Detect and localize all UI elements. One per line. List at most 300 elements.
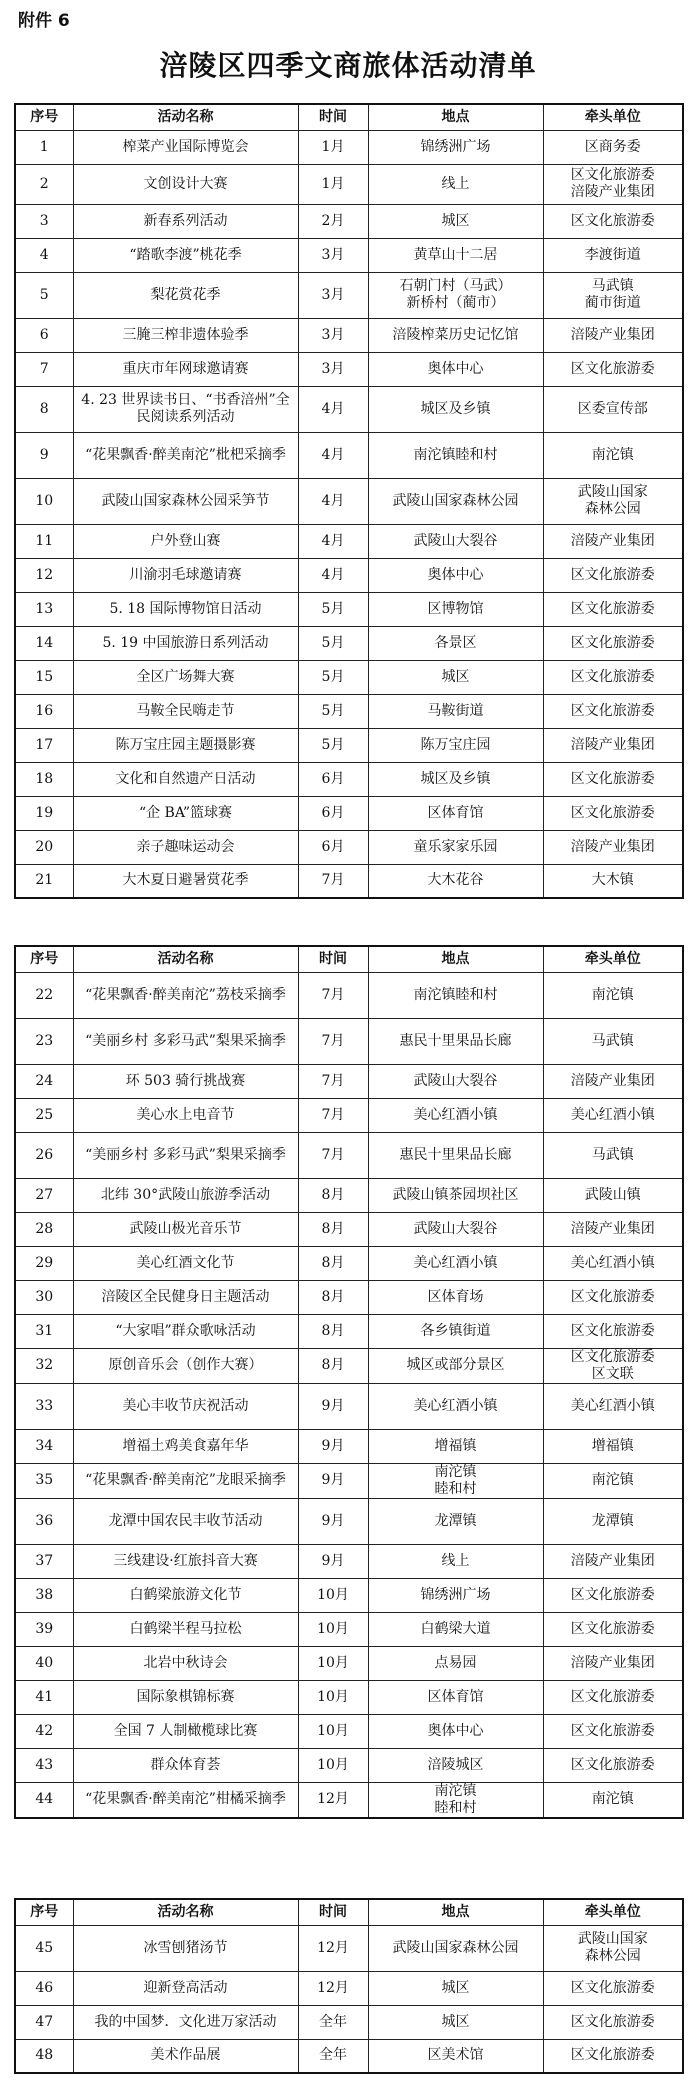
activity-name: 北岩中秋诗会	[73, 1646, 298, 1680]
activity-name: 三线建设·红旅抖音大赛	[73, 1544, 298, 1578]
activity-name: 重庆市年网球邀请赛	[73, 352, 298, 386]
table-row	[15, 1280, 683, 1314]
activity-name: 北纬 30°武陵山旅游季活动	[73, 1178, 298, 1212]
activity-time: 全年	[298, 2039, 368, 2073]
table-row	[15, 1544, 683, 1578]
table-row	[15, 1178, 683, 1212]
activity-location: 武陵山大裂谷	[368, 1064, 543, 1098]
lead-unit: 区委宣传部	[543, 386, 683, 432]
table-row	[15, 1578, 683, 1612]
lead-unit: 美心红酒小镇	[543, 1098, 683, 1132]
activity-name: 龙潭中国农民丰收节活动	[73, 1498, 298, 1544]
activity-name: 梨花赏花季	[73, 272, 298, 318]
lead-unit: 美心红酒小镇	[543, 1383, 683, 1429]
activity-location: 童乐家家乐园	[368, 830, 543, 864]
activity-location: 区美术馆	[368, 2039, 543, 2073]
activity-location: 线上	[368, 164, 543, 204]
header-name: 活动名称	[73, 1899, 298, 1925]
row-number: 40	[15, 1646, 73, 1680]
activity-time: 10月	[298, 1612, 368, 1646]
activity-name: “企 BA”篮球赛	[73, 796, 298, 830]
activity-location: 武陵山国家森林公园	[368, 478, 543, 524]
table-row	[15, 1612, 683, 1646]
row-number: 22	[15, 972, 73, 1018]
activity-time: 8月	[298, 1348, 368, 1383]
activity-name: 全区广场舞大赛	[73, 660, 298, 694]
activity-name: “美丽乡村 多彩马武”梨果采摘季	[73, 1132, 298, 1178]
activity-time: 4月	[298, 478, 368, 524]
activity-location: 奥体中心	[368, 1714, 543, 1748]
activity-time: 1月	[298, 164, 368, 204]
activity-time: 8月	[298, 1178, 368, 1212]
activity-name: “大家唱”群众歌咏活动	[73, 1314, 298, 1348]
row-number: 46	[15, 1971, 73, 2005]
activity-name: 5. 18 国际博物馆日活动	[73, 592, 298, 626]
table-row	[15, 1680, 683, 1714]
activity-location: 各景区	[368, 626, 543, 660]
table-row	[15, 1132, 683, 1178]
lead-unit: 区文化旅游委	[543, 626, 683, 660]
activity-time: 6月	[298, 830, 368, 864]
lead-unit: 马武镇	[543, 1132, 683, 1178]
row-number: 15	[15, 660, 73, 694]
row-number: 35	[15, 1463, 73, 1498]
lead-unit: 区文化旅游委	[543, 796, 683, 830]
activity-location: 南沱镇睦和村	[368, 972, 543, 1018]
table-row	[15, 1971, 683, 2005]
lead-unit: 区文化旅游委	[543, 1748, 683, 1782]
activity-time: 5月	[298, 626, 368, 660]
activity-time: 8月	[298, 1246, 368, 1280]
table-row	[15, 1246, 683, 1280]
activity-time: 4月	[298, 432, 368, 478]
table-row	[15, 1925, 683, 1971]
lead-unit: 区文化旅游委	[543, 352, 683, 386]
row-number: 25	[15, 1098, 73, 1132]
activity-location: 惠民十里果品长廊	[368, 1132, 543, 1178]
table-row	[15, 1314, 683, 1348]
activity-name: 三腌三榨非遗体验季	[73, 318, 298, 352]
activity-location: 区体育馆	[368, 1680, 543, 1714]
row-number: 44	[15, 1782, 73, 1818]
table-row	[15, 352, 683, 386]
table-row	[15, 1098, 683, 1132]
lead-unit: 区文化旅游委	[543, 1612, 683, 1646]
activity-location: 点易园	[368, 1646, 543, 1680]
row-number: 13	[15, 592, 73, 626]
activity-time: 7月	[298, 1132, 368, 1178]
lead-unit: 区文化旅游委 区文联	[543, 1348, 683, 1383]
lead-unit: 涪陵产业集团	[543, 524, 683, 558]
activity-location: 城区	[368, 660, 543, 694]
activity-location: 南沱镇 睦和村	[368, 1782, 543, 1818]
activity-time: 10月	[298, 1680, 368, 1714]
activity-name: 白鹤梁半程马拉松	[73, 1612, 298, 1646]
header-time: 时间	[298, 1899, 368, 1925]
activity-location: 龙潭镇	[368, 1498, 543, 1544]
row-number: 14	[15, 626, 73, 660]
activity-name: 环 503 骑行挑战赛	[73, 1064, 298, 1098]
lead-unit: 区文化旅游委 涪陵产业集团	[543, 164, 683, 204]
activity-time: 3月	[298, 318, 368, 352]
header-no: 序号	[15, 104, 73, 130]
table-header-row	[15, 1899, 683, 1925]
header-unit: 牵头单位	[543, 104, 683, 130]
activity-name: 增福土鸡美食嘉年华	[73, 1429, 298, 1463]
lead-unit: 武陵山镇	[543, 1178, 683, 1212]
activity-time: 全年	[298, 2005, 368, 2039]
activity-location: 涪陵城区	[368, 1748, 543, 1782]
lead-unit: 李渡街道	[543, 238, 683, 272]
row-number: 17	[15, 728, 73, 762]
table-row	[15, 238, 683, 272]
activity-name: 文化和自然遗产日活动	[73, 762, 298, 796]
activity-name: “踏歌李渡”桃花季	[73, 238, 298, 272]
activity-name: “美丽乡村 多彩马武”梨果采摘季	[73, 1018, 298, 1064]
lead-unit: 涪陵产业集团	[543, 1646, 683, 1680]
activity-location: 黄草山十二居	[368, 238, 543, 272]
activity-name: 美心红酒文化节	[73, 1246, 298, 1280]
activity-location: 大木花谷	[368, 864, 543, 898]
activity-time: 1月	[298, 130, 368, 164]
activity-time: 8月	[298, 1212, 368, 1246]
activity-time: 12月	[298, 1782, 368, 1818]
row-number: 12	[15, 558, 73, 592]
table-row	[15, 728, 683, 762]
activity-table-part-2	[14, 945, 684, 1819]
header-unit: 牵头单位	[543, 1899, 683, 1925]
row-number: 6	[15, 318, 73, 352]
activity-location: 武陵山镇茶园坝社区	[368, 1178, 543, 1212]
lead-unit: 区文化旅游委	[543, 1578, 683, 1612]
lead-unit: 涪陵产业集团	[543, 318, 683, 352]
activity-name: 文创设计大赛	[73, 164, 298, 204]
activity-name: “花果飘香·醉美南沱”柑橘采摘季	[73, 1782, 298, 1818]
table-row	[15, 318, 683, 352]
activity-name: 我的中国梦．文化进万家活动	[73, 2005, 298, 2039]
activity-location: 城区及乡镇	[368, 386, 543, 432]
row-number: 11	[15, 524, 73, 558]
lead-unit: 武陵山国家 森林公园	[543, 1925, 683, 1971]
table-row	[15, 762, 683, 796]
activity-location: 区博物馆	[368, 592, 543, 626]
table-row	[15, 864, 683, 898]
activity-location: 增福镇	[368, 1429, 543, 1463]
activity-location: 城区	[368, 204, 543, 238]
row-number: 20	[15, 830, 73, 864]
activity-time: 12月	[298, 1925, 368, 1971]
row-number: 1	[15, 130, 73, 164]
activity-name: 国际象棋锦标赛	[73, 1680, 298, 1714]
activity-time: 3月	[298, 352, 368, 386]
lead-unit: 武陵山国家 森林公园	[543, 478, 683, 524]
header-name: 活动名称	[73, 946, 298, 972]
activity-name: 全国 7 人制橄榄球比赛	[73, 1714, 298, 1748]
activity-time: 8月	[298, 1314, 368, 1348]
activity-time: 10月	[298, 1748, 368, 1782]
activity-location: 城区或部分景区	[368, 1348, 543, 1383]
activity-location: 武陵山大裂谷	[368, 1212, 543, 1246]
activity-name: 大木夏日避暑赏花季	[73, 864, 298, 898]
table-row	[15, 1782, 683, 1818]
row-number: 36	[15, 1498, 73, 1544]
activity-time: 5月	[298, 660, 368, 694]
activity-location: 城区	[368, 1971, 543, 2005]
lead-unit: 区文化旅游委	[543, 660, 683, 694]
activity-location: 奥体中心	[368, 558, 543, 592]
row-number: 3	[15, 204, 73, 238]
activity-name: 马鞍全民嗨走节	[73, 694, 298, 728]
document-title: 涪陵区四季文商旅体活动清单	[159, 49, 537, 82]
activity-name: 5. 19 中国旅游日系列活动	[73, 626, 298, 660]
lead-unit: 涪陵产业集团	[543, 728, 683, 762]
activity-location: 美心红酒小镇	[368, 1098, 543, 1132]
activity-name: 亲子趣味运动会	[73, 830, 298, 864]
lead-unit: 马武镇	[543, 1018, 683, 1064]
activity-time: 4月	[298, 558, 368, 592]
lead-unit: 美心红酒小镇	[543, 1246, 683, 1280]
row-number: 32	[15, 1348, 73, 1383]
table-row	[15, 1064, 683, 1098]
table-row	[15, 164, 683, 204]
row-number: 33	[15, 1383, 73, 1429]
activity-location: 陈万宝庄园	[368, 728, 543, 762]
activity-name: 川渝羽毛球邀请赛	[73, 558, 298, 592]
table-row	[15, 1463, 683, 1498]
activity-location: 各乡镇街道	[368, 1314, 543, 1348]
lead-unit: 区文化旅游委	[543, 204, 683, 238]
table-row	[15, 1748, 683, 1782]
lead-unit: 区文化旅游委	[543, 1714, 683, 1748]
table-row	[15, 1348, 683, 1383]
header-loc: 地点	[368, 946, 543, 972]
lead-unit: 南沱镇	[543, 1782, 683, 1818]
row-number: 24	[15, 1064, 73, 1098]
lead-unit: 大木镇	[543, 864, 683, 898]
activity-time: 9月	[298, 1544, 368, 1578]
lead-unit: 区文化旅游委	[543, 2039, 683, 2073]
activity-name: 涪陵区全民健身日主题活动	[73, 1280, 298, 1314]
activity-location: 奥体中心	[368, 352, 543, 386]
activity-name: 新春系列活动	[73, 204, 298, 238]
lead-unit: 南沱镇	[543, 972, 683, 1018]
activity-location: 锦绣洲广场	[368, 1578, 543, 1612]
lead-unit: 增福镇	[543, 1429, 683, 1463]
table-row	[15, 1646, 683, 1680]
activity-location: 区体育馆	[368, 796, 543, 830]
table-row	[15, 558, 683, 592]
header-name: 活动名称	[73, 104, 298, 130]
lead-unit: 南沱镇	[543, 432, 683, 478]
activity-time: 12月	[298, 1971, 368, 2005]
activity-time: 7月	[298, 972, 368, 1018]
row-number: 18	[15, 762, 73, 796]
activity-time: 6月	[298, 762, 368, 796]
activity-name: 武陵山国家森林公园采笋节	[73, 478, 298, 524]
activity-time: 9月	[298, 1429, 368, 1463]
lead-unit: 区文化旅游委	[543, 558, 683, 592]
lead-unit: 区文化旅游委	[543, 1314, 683, 1348]
activity-table-part-1	[14, 103, 684, 899]
table-row	[15, 694, 683, 728]
table-row	[15, 2039, 683, 2073]
activity-location: 武陵山大裂谷	[368, 524, 543, 558]
table-header-row	[15, 946, 683, 972]
row-number: 41	[15, 1680, 73, 1714]
activity-name: 武陵山极光音乐节	[73, 1212, 298, 1246]
header-no: 序号	[15, 1899, 73, 1925]
table-row	[15, 1212, 683, 1246]
row-number: 47	[15, 2005, 73, 2039]
activity-location: 石朝门村（马武） 新桥村（蔺市）	[368, 272, 543, 318]
row-number: 9	[15, 432, 73, 478]
activity-location: 城区	[368, 2005, 543, 2039]
table-row	[15, 432, 683, 478]
table-row	[15, 972, 683, 1018]
table-row	[15, 478, 683, 524]
row-number: 48	[15, 2039, 73, 2073]
activity-name: 白鹤梁旅游文化节	[73, 1578, 298, 1612]
activity-time: 7月	[298, 1064, 368, 1098]
activity-time: 8月	[298, 1280, 368, 1314]
table-row	[15, 272, 683, 318]
activity-name: 原创音乐会（创作大赛）	[73, 1348, 298, 1383]
table-header-row	[15, 104, 683, 130]
activity-time: 7月	[298, 1018, 368, 1064]
activity-location: 南沱镇 睦和村	[368, 1463, 543, 1498]
activity-name: 群众体育荟	[73, 1748, 298, 1782]
lead-unit: 涪陵产业集团	[543, 1212, 683, 1246]
header-unit: 牵头单位	[543, 946, 683, 972]
row-number: 21	[15, 864, 73, 898]
row-number: 30	[15, 1280, 73, 1314]
row-number: 31	[15, 1314, 73, 1348]
activity-location: 美心红酒小镇	[368, 1383, 543, 1429]
activity-time: 7月	[298, 1098, 368, 1132]
header-loc: 地点	[368, 1899, 543, 1925]
activity-location: 涪陵榨菜历史记忆馆	[368, 318, 543, 352]
activity-table-part-3	[14, 1898, 684, 2074]
activity-time: 7月	[298, 864, 368, 898]
row-number: 29	[15, 1246, 73, 1280]
lead-unit: 区文化旅游委	[543, 1280, 683, 1314]
activity-name: 美术作品展	[73, 2039, 298, 2073]
row-number: 10	[15, 478, 73, 524]
activity-name: “花果飘香·醉美南沱”龙眼采摘季	[73, 1463, 298, 1498]
activity-time: 9月	[298, 1383, 368, 1429]
activity-name: 迎新登高活动	[73, 1971, 298, 2005]
row-number: 26	[15, 1132, 73, 1178]
row-number: 39	[15, 1612, 73, 1646]
activity-time: 9月	[298, 1498, 368, 1544]
table-row	[15, 592, 683, 626]
lead-unit: 区文化旅游委	[543, 694, 683, 728]
activity-location: 区体育场	[368, 1280, 543, 1314]
table-row	[15, 796, 683, 830]
row-number: 43	[15, 1748, 73, 1782]
row-number: 45	[15, 1925, 73, 1971]
row-number: 5	[15, 272, 73, 318]
activity-name: 美心水上电音节	[73, 1098, 298, 1132]
table-row	[15, 2005, 683, 2039]
activity-location: 美心红酒小镇	[368, 1246, 543, 1280]
activity-time: 4月	[298, 524, 368, 558]
lead-unit: 马武镇 蔺市街道	[543, 272, 683, 318]
lead-unit: 涪陵产业集团	[543, 830, 683, 864]
lead-unit: 涪陵产业集团	[543, 1544, 683, 1578]
row-number: 34	[15, 1429, 73, 1463]
row-number: 2	[15, 164, 73, 204]
table-row	[15, 204, 683, 238]
row-number: 16	[15, 694, 73, 728]
table-row	[15, 626, 683, 660]
header-loc: 地点	[368, 104, 543, 130]
lead-unit: 涪陵产业集团	[543, 1064, 683, 1098]
activity-location: 锦绣洲广场	[368, 130, 543, 164]
activity-time: 2月	[298, 204, 368, 238]
activity-name: “花果飘香·醉美南沱”枇杷采摘季	[73, 432, 298, 478]
activity-location: 南沱镇睦和村	[368, 432, 543, 478]
lead-unit: 区文化旅游委	[543, 762, 683, 796]
header-time: 时间	[298, 946, 368, 972]
lead-unit: 区文化旅游委	[543, 1971, 683, 2005]
activity-location: 线上	[368, 1544, 543, 1578]
lead-unit: 区文化旅游委	[543, 2005, 683, 2039]
activity-time: 3月	[298, 272, 368, 318]
row-number: 23	[15, 1018, 73, 1064]
lead-unit: 龙潭镇	[543, 1498, 683, 1544]
activity-location: 马鞍街道	[368, 694, 543, 728]
row-number: 8	[15, 386, 73, 432]
activity-name: 陈万宝庄园主题摄影赛	[73, 728, 298, 762]
table-row	[15, 524, 683, 558]
table-row	[15, 1018, 683, 1064]
header-time: 时间	[298, 104, 368, 130]
table-row	[15, 1429, 683, 1463]
row-number: 38	[15, 1578, 73, 1612]
table-row	[15, 1383, 683, 1429]
table-row	[15, 660, 683, 694]
row-number: 27	[15, 1178, 73, 1212]
table-row	[15, 1714, 683, 1748]
activity-name: 美心丰收节庆祝活动	[73, 1383, 298, 1429]
activity-time: 5月	[298, 728, 368, 762]
row-number: 7	[15, 352, 73, 386]
activity-time: 3月	[298, 238, 368, 272]
lead-unit: 南沱镇	[543, 1463, 683, 1498]
row-number: 42	[15, 1714, 73, 1748]
activity-location: 武陵山国家森林公园	[368, 1925, 543, 1971]
table-row	[15, 386, 683, 432]
activity-location: 惠民十里果品长廊	[368, 1018, 543, 1064]
lead-unit: 区文化旅游委	[543, 1680, 683, 1714]
table-row	[15, 830, 683, 864]
activity-name: 户外登山赛	[73, 524, 298, 558]
activity-name: 冰雪刨猪汤节	[73, 1925, 298, 1971]
activity-time: 10月	[298, 1646, 368, 1680]
activity-name: “花果飘香·醉美南沱”荔枝采摘季	[73, 972, 298, 1018]
row-number: 37	[15, 1544, 73, 1578]
row-number: 4	[15, 238, 73, 272]
activity-time: 6月	[298, 796, 368, 830]
activity-time: 5月	[298, 592, 368, 626]
row-number: 19	[15, 796, 73, 830]
header-no: 序号	[15, 946, 73, 972]
activity-name: 4. 23 世界读书日、“书香涪州”全民阅读系列活动	[73, 386, 298, 432]
row-number: 28	[15, 1212, 73, 1246]
activity-location: 城区及乡镇	[368, 762, 543, 796]
activity-time: 4月	[298, 386, 368, 432]
